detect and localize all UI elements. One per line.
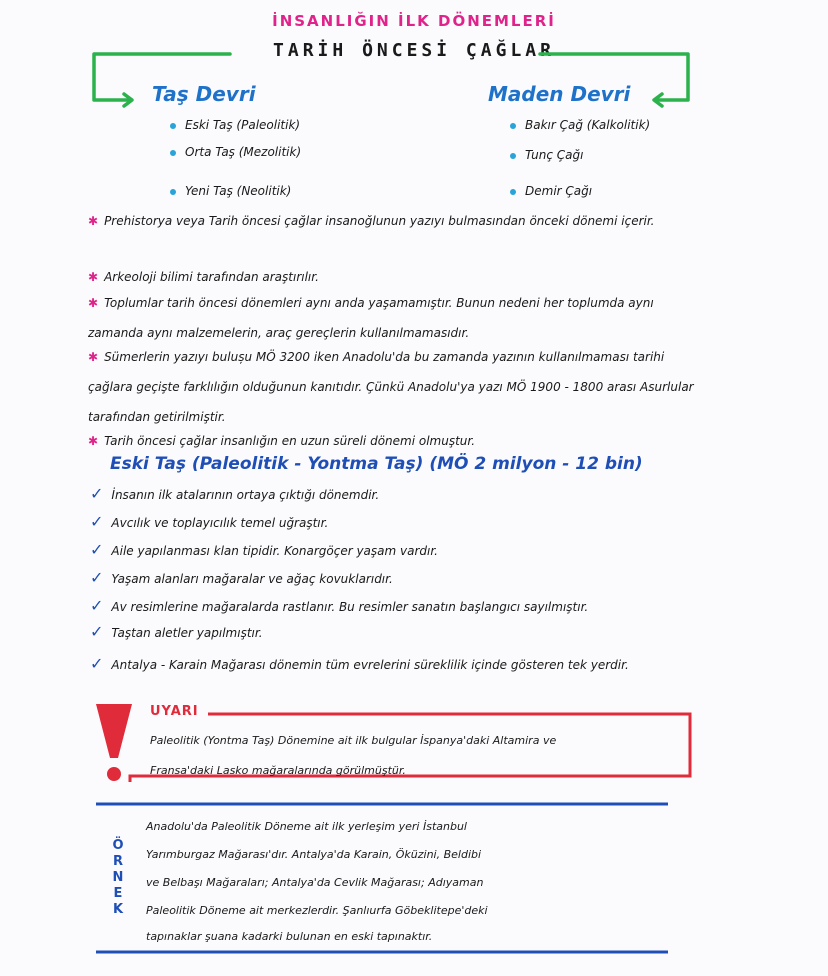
bullet-item: ✱ Arkeoloji bilimi tarafından araştırılır. bbox=[88, 270, 319, 284]
maden-devri-item: Bakır Çağ (Kalkolitik) bbox=[510, 118, 650, 132]
tas-devri-heading: Taş Devri bbox=[152, 82, 256, 106]
bullet-dot-icon bbox=[170, 150, 176, 156]
check-item: ✓ Avcılık ve toplayıcılık temel uğraştır. bbox=[90, 512, 329, 531]
checkmark-icon: ✓ bbox=[90, 540, 104, 559]
star-icon: ✱ bbox=[88, 214, 99, 228]
tas-devri-item: Orta Taş (Mezolitik) bbox=[170, 145, 301, 159]
example-line: Yarımburgaz Mağarası'dır. Antalya'da Karain, Öküzini, Beldibi bbox=[146, 848, 482, 861]
bullet-dot-icon bbox=[170, 123, 176, 129]
tas-devri-item: Yeni Taş (Neolitik) bbox=[170, 184, 291, 198]
sub-title: TARİH ÖNCESİ ÇAĞLAR bbox=[273, 40, 555, 61]
check-item: ✓ Taştan aletler yapılmıştır. bbox=[90, 622, 263, 641]
warning-title: UYARI bbox=[150, 704, 199, 719]
bullet-item: ✱ Prehistorya veya Tarih öncesi çağlar insanoğlunun yazıyı bulmasından önceki dönemi içerir. bbox=[88, 214, 655, 228]
eski-tas-heading: Eski Taş (Paleolitik - Yontma Taş) (MÖ 2 milyon - 12 bin) bbox=[110, 454, 643, 474]
check-item: ✓ Aile yapılanması klan tipidir. Konargöçer yaşam vardır. bbox=[90, 540, 438, 559]
main-title: İNSANLIĞIN İLK DÖNEMLERİ bbox=[272, 12, 556, 30]
check-item: ✓ Av resimlerine mağaralarda rastlanır. Bu resimler sanatın başlangıcı sayılmıştır. bbox=[90, 596, 589, 615]
example-line: Anadolu'da Paleolitik Döneme ait ilk yerleşim yeri İstanbul bbox=[146, 820, 467, 833]
maden-devri-item: Demir Çağı bbox=[510, 184, 592, 198]
star-icon: ✱ bbox=[88, 434, 99, 448]
star-icon: ✱ bbox=[88, 350, 99, 364]
checkmark-icon: ✓ bbox=[90, 512, 104, 531]
tas-devri-item: Eski Taş (Paleolitik) bbox=[170, 118, 300, 132]
check-item: ✓ Antalya - Karain Mağarası dönemin tüm evrelerini süreklilik içinde gösteren tek yerdir. bbox=[90, 654, 629, 673]
exclamation-icon bbox=[96, 704, 132, 758]
star-icon: ✱ bbox=[88, 296, 99, 310]
maden-devri-heading: Maden Devri bbox=[488, 82, 631, 106]
bullet-item: ✱ Sümerlerin yazıyı bulușu MÖ 3200 iken Anadolu'da bu zamanda yazının kullanılmaması tarihi çağlara geçişte farklılığın olduğunun kanıtıdır. Çünkü Anadolu'ya yazı MÖ 1900 - 1800 arası Asurlular tarafından getirilmiştir. bbox=[88, 350, 694, 424]
green-bracket-arrows bbox=[0, 0, 828, 130]
example-line: ve Belbaşı Mağaraları; Antalya'da Cevlik Mağarası; Adıyaman bbox=[146, 876, 484, 889]
checkmark-icon: ✓ bbox=[90, 484, 104, 503]
warning-line: Paleolitik (Yontma Taş) Dönemine ait ilk bulgular İspanya'daki Altamira ve bbox=[150, 734, 557, 747]
check-item: ✓ İnsanın ilk atalarının ortaya çıktığı dönemdir. bbox=[90, 484, 380, 503]
checkmark-icon: ✓ bbox=[90, 568, 104, 587]
bullet-item: ✱ Toplumlar tarih öncesi dönemleri aynı anda yaşamamıştır. Bunun nedeni her toplumda aynı zamanda aynı malzemelerin, araç gereçlerin kullanılmamasıdır. bbox=[88, 296, 654, 340]
bullet-dot-icon bbox=[510, 189, 516, 195]
example-line: tapınaklar şuana kadarki bulunan en eski tapınaktır. bbox=[146, 930, 433, 943]
bullet-item: ✱ Tarih öncesi çağlar insanlığın en uzun süreli dönemi olmuştur. bbox=[88, 434, 476, 448]
check-item: ✓ Yaşam alanları mağaralar ve ağaç kovuklarıdır. bbox=[90, 568, 393, 587]
star-icon: ✱ bbox=[88, 270, 99, 284]
checkmark-icon: ✓ bbox=[90, 622, 104, 641]
bullet-dot-icon bbox=[510, 123, 516, 129]
example-label: Ö R N E K bbox=[112, 838, 124, 917]
checkmark-icon: ✓ bbox=[90, 654, 104, 673]
example-line: Paleolitik Döneme ait merkezlerdir. Şanlıurfa Göbeklitepe'deki bbox=[146, 904, 488, 917]
maden-devri-item: Tunç Çağı bbox=[510, 148, 583, 162]
bullet-dot-icon bbox=[170, 189, 176, 195]
checkmark-icon: ✓ bbox=[90, 596, 104, 615]
bullet-dot-icon bbox=[510, 153, 516, 159]
warning-line: Fransa'daki Lasko mağaralarında görülmüştür. bbox=[150, 764, 406, 777]
